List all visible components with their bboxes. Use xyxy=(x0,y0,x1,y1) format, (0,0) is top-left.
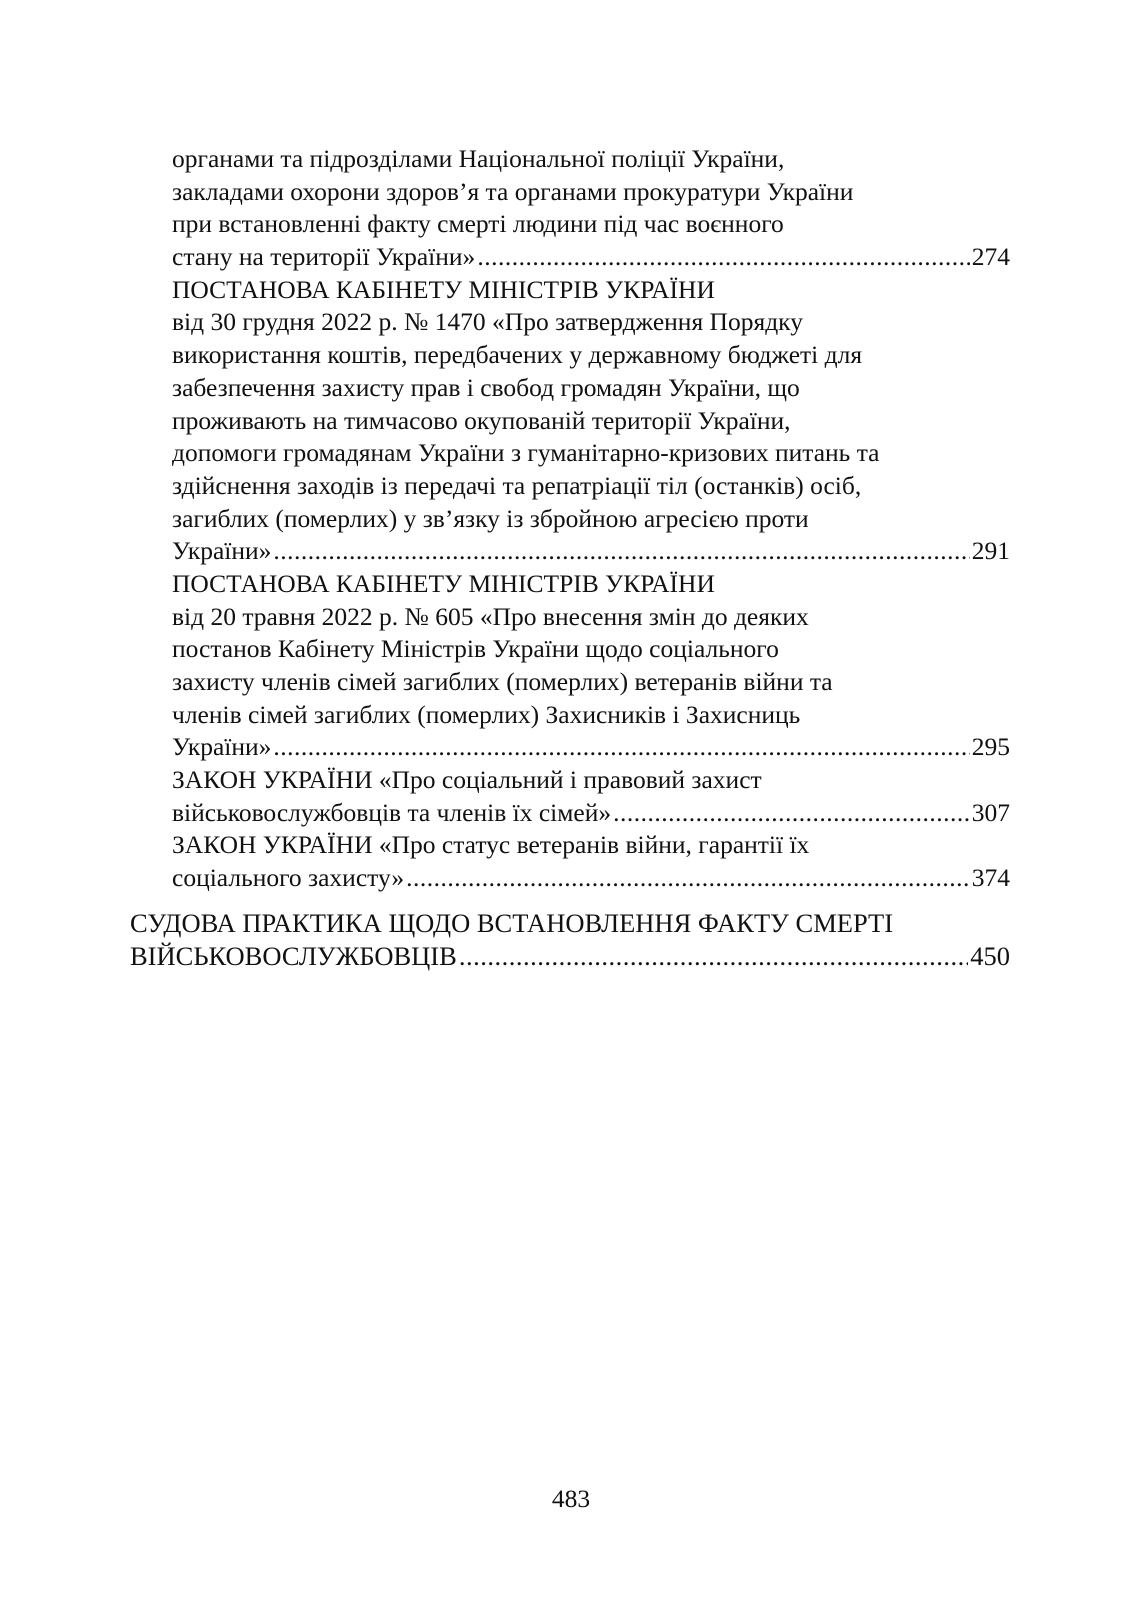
toc-entry-line: стану на території України» xyxy=(172,242,476,272)
toc-entry-leader-line[interactable] xyxy=(172,797,1010,830)
toc-page-ref[interactable]: 274 xyxy=(971,242,1010,272)
toc-entry-line: закладами охорони здоров’я та органами прокуратури України xyxy=(172,176,854,206)
toc-entry-line: України» xyxy=(172,536,272,566)
toc-entry-line: забезпечення захисту прав і свобод громадян України, що xyxy=(172,372,800,402)
toc-entry-line: постанов Кабінету Міністрів України щодо соціального xyxy=(172,634,779,664)
toc-entry-leader-line[interactable] xyxy=(172,241,1010,274)
toc-entry-line: використання коштів, передбачених у державному бюджеті для xyxy=(172,340,863,370)
toc-entry xyxy=(130,764,1010,829)
dot-leader xyxy=(477,241,969,274)
toc-page-ref[interactable]: 291 xyxy=(971,536,1010,566)
toc-section-heading xyxy=(130,907,1010,973)
toc-entry-title: ЗАКОН УКРАЇНИ «Про соціальний і правовий захист xyxy=(172,765,762,795)
toc-entry xyxy=(130,143,1010,274)
toc-entry-line: допомоги громадянам України з гуманітарно-кризових питань та xyxy=(172,438,880,468)
toc-entry-line: при встановленні факту смерті людини під час воєнного xyxy=(172,209,784,239)
toc-entry-line: захисту членів сімей загиблих (померлих) ветеранів війни та xyxy=(172,667,833,696)
toc-entry-leader-line[interactable] xyxy=(172,731,1010,764)
toc-entry-line: проживають на тимчасово окупованій території України, xyxy=(172,405,791,435)
toc-page-ref[interactable]: 295 xyxy=(971,732,1010,762)
dot-leader xyxy=(406,862,970,895)
toc-entry-line: військовослужбовців та членів їх сімей» xyxy=(172,797,612,827)
toc-entry-line: здійснення заходів із передачі та репатріації тіл (останків) осіб, xyxy=(172,470,862,500)
dot-leader xyxy=(273,731,969,764)
toc-entry-line: від 20 травня 2022 р. № 605 «Про внесення змін до деяких xyxy=(172,601,809,631)
toc-page-ref[interactable]: 450 xyxy=(970,940,1010,971)
toc-entry-line: органами та підрозділами Національної поліції України, xyxy=(172,144,785,173)
dot-leader xyxy=(273,535,969,568)
page-number: 483 xyxy=(551,1484,591,1513)
toc-entry-line: членів сімей загиблих (померлих) Захисників і Захисниць xyxy=(172,699,801,729)
toc-page-ref[interactable]: 307 xyxy=(971,797,1010,827)
toc-page-ref[interactable]: 374 xyxy=(971,863,1010,893)
toc-entry-leader-line[interactable] xyxy=(172,862,1010,895)
dot-leader xyxy=(613,797,970,830)
toc-section-title: СУДОВА ПРАКТИКА ЩОДО ВСТАНОВЛЕННЯ ФАКТУ СМЕРТІ xyxy=(130,907,894,938)
toc-section-title-line: ВІЙСЬКОВОСЛУЖБОВЦІВ xyxy=(130,940,457,971)
toc-entry-title: ЗАКОН УКРАЇНИ «Про статус ветеранів війни, гарантії їх xyxy=(172,830,810,860)
toc-entry xyxy=(130,568,1010,764)
toc-section-leader-line[interactable] xyxy=(130,940,1010,973)
toc-entry-line: соціального захисту» xyxy=(172,863,405,893)
dot-leader xyxy=(459,940,968,973)
toc-entry-leader-line[interactable] xyxy=(172,535,1010,568)
toc-entry xyxy=(130,274,1010,568)
toc-entry-title: ПОСТАНОВА КАБІНЕТУ МІНІСТРІВ УКРАЇНИ xyxy=(172,568,715,598)
toc-entry-line: загиблих (померлих) у зв’язку із збройною агресією проти xyxy=(172,503,809,533)
toc-entry-title: ПОСТАНОВА КАБІНЕТУ МІНІСТРІВ УКРАЇНИ xyxy=(172,274,715,304)
toc-entry-line: України» xyxy=(172,732,272,762)
toc-entry-line: від 30 грудня 2022 р. № 1470 «Про затвердження Порядку xyxy=(172,307,803,337)
table-of-contents xyxy=(130,143,1010,973)
toc-entry xyxy=(130,829,1010,894)
